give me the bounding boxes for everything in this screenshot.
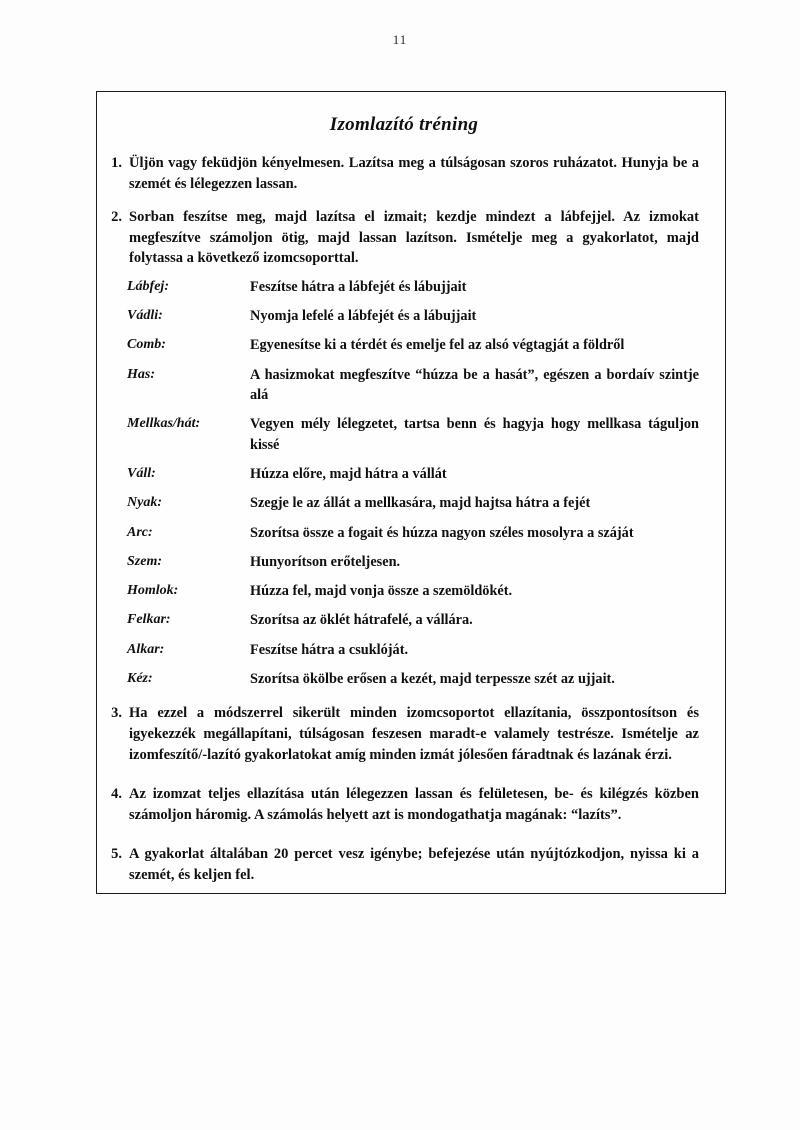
list-item-text: Sorban feszítse meg, majd lazítsa el izmait; kezdje mindezt a lábfejjel. Az izmokat megfeszítve számoljon ötig, majd lassan lazítson. Ismételje meg a gyakorlatot, majd folytassa a következő izomcsoporttal. [129, 209, 699, 267]
muscle-group-term: Homlok: [127, 583, 179, 599]
muscle-group-term: Váll: [127, 465, 156, 481]
muscle-group-row [105, 464, 699, 484]
page-title: Izomlazító tréning [329, 114, 479, 135]
muscle-group-row [105, 493, 699, 513]
muscle-group-row [105, 523, 699, 543]
muscle-group-term: Comb: [127, 337, 166, 353]
list-item-text: Az izomzat teljes ellazítása után lélegezzen lassan és felületesen, be- és kilégzés közben számoljon háromig. A számolás helyett azt is mondogathatja magának: “lazíts”. [129, 786, 699, 823]
muscle-group-description: Húzza előre, majd hátra a vállát [250, 465, 447, 482]
muscle-group-description: Egyenesítse ki a térdét és emelje fel az alsó végtagját a földről [250, 337, 625, 354]
list-item-text: A gyakorlat általában 20 percet vesz igénybe; befejezése után nyújtózkodjon, nyissa ki a szemét, és keljen fel. [129, 846, 699, 883]
muscle-group-list [105, 277, 703, 689]
muscle-group-description: Szegje le az állát a mellkasára, majd hajtsa hátra a fejét [250, 495, 591, 512]
muscle-group-row [105, 581, 699, 601]
muscle-group-description: Vegyen mély lélegzetet, tartsa benn és hagyja hogy mellkasa táguljon kissé [250, 416, 699, 453]
muscle-group-term: Alkar: [127, 641, 165, 657]
muscle-group-term: Szem: [127, 553, 162, 569]
muscle-group-term: Felkar: [127, 612, 171, 628]
list-item-number: 5. [111, 846, 122, 863]
muscle-group-row [105, 552, 699, 572]
list-item [105, 153, 703, 194]
muscle-group-term: Kéz: [127, 671, 153, 687]
list-item-number: 2. [111, 209, 122, 226]
muscle-group-row [105, 669, 699, 689]
list-item-number: 4. [111, 786, 122, 803]
muscle-group-row [105, 365, 699, 406]
list-item-text: Ha ezzel a módszerrel sikerült minden izomcsoportot ellazítania, összpontosítson és igyekezzék megállapítani, túlságosan feszesen maradt-e valamely testrésze. Ismételje az izomfeszítő/-lazító gyakorlatokat amíg minden izmát jólesően fáradtnak és lazának érzi. [129, 705, 699, 763]
muscle-group-row [105, 414, 699, 455]
muscle-group-description: Szorítsa ökölbe erősen a kezét, majd terpessze szét az ujjait. [250, 671, 615, 688]
muscle-group-term: Mellkas/hát: [127, 416, 201, 432]
muscle-group-term: Has: [127, 366, 155, 382]
muscle-group-description: Nyomja lefelé a lábfejét és a lábujjait [250, 308, 477, 325]
list-item [105, 703, 703, 765]
muscle-group-row [105, 335, 699, 355]
muscle-group-row [105, 640, 699, 660]
muscle-group-description: Szorítsa össze a fogait és húzza nagyon széles mosolyra a száját [250, 524, 634, 541]
page-number: 11 [392, 32, 408, 47]
document-content [97, 92, 725, 893]
muscle-group-row [105, 277, 699, 297]
document-frame [96, 91, 726, 894]
muscle-group-description: A hasizmokat megfeszítve “húzza be a hasát”, egészen a bordaív szintje alá [250, 366, 699, 404]
muscle-group-description: Szorítsa az öklét hátrafelé, a vállára. [250, 612, 473, 629]
muscle-group-term: Lábfej: [127, 278, 169, 294]
muscle-group-term: Arc: [127, 524, 153, 540]
muscle-group-description: Húzza fel, majd vonja össze a szemöldökét. [250, 583, 513, 600]
list-item-text: Üljön vagy feküdjön kényelmesen. Lazítsa meg a túlságosan szoros ruházatot. Hunyja be a szemét és lélegezzen lassan. [129, 155, 699, 192]
list-item [105, 844, 703, 885]
list-item-number: 3. [111, 705, 122, 722]
muscle-group-description: Feszítse hátra a lábfejét és lábujjait [250, 278, 467, 295]
muscle-group-row [105, 306, 699, 326]
list-item-number: 1. [111, 155, 122, 171]
muscle-group-term: Vádli: [127, 308, 163, 324]
list-item [105, 784, 703, 825]
list-item [105, 207, 703, 269]
muscle-group-term: Nyak: [127, 495, 162, 511]
muscle-group-row [105, 610, 699, 630]
muscle-group-description: Hunyorítson erőteljesen. [250, 553, 401, 570]
muscle-group-description: Feszítse hátra a csuklóját. [250, 641, 409, 658]
